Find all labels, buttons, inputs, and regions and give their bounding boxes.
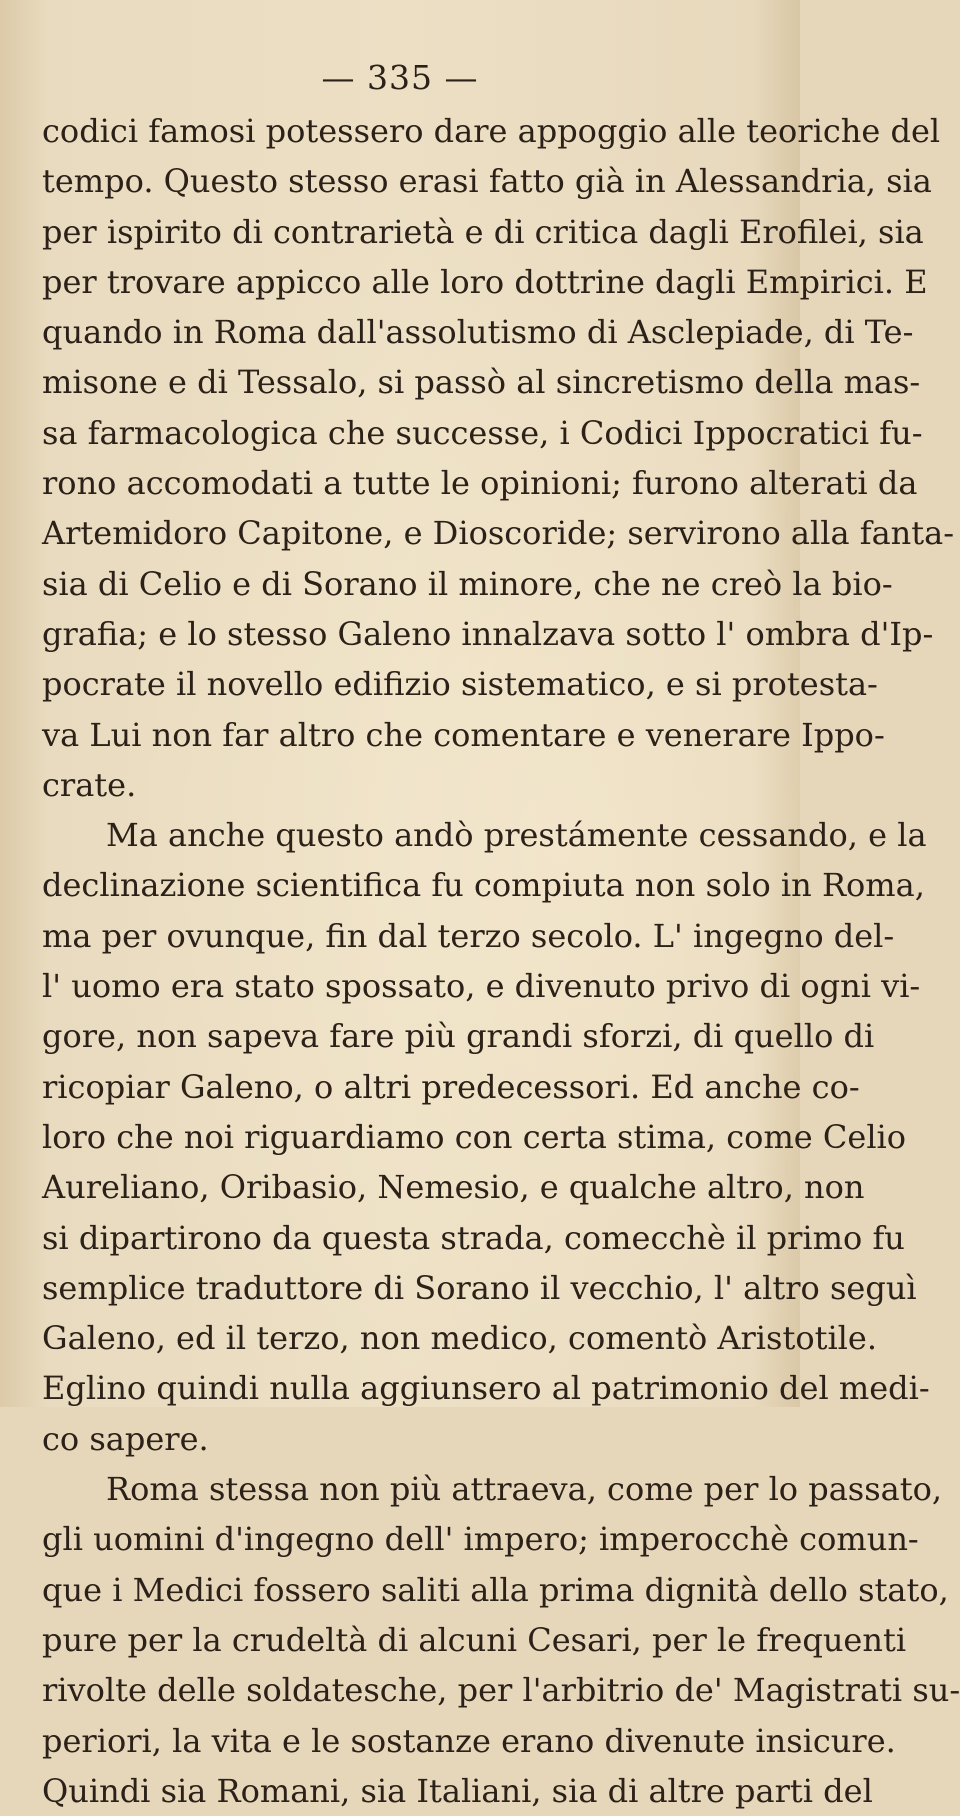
- text-line: pocrate il novello edifizio sistematico, e si protesta-: [42, 665, 878, 704]
- text-line: sia di Celio e di Sorano il minore, che ne creò la bio-: [42, 564, 893, 603]
- text-line: loro che noi riguardiamo con certa stima, come Celio: [42, 1117, 907, 1156]
- text-line: Eglino quindi nulla aggiunsero al patrimonio del medi-: [42, 1369, 930, 1408]
- text-line: grafia; e lo stesso Galeno innalzava sotto l' ombra d'Ip-: [42, 614, 934, 653]
- text-line: que i Medici fossero saliti alla prima dignità dello stato,: [42, 1570, 949, 1609]
- text-line: ma per ovunque, fin dal terzo secolo. L' ingegno del-: [42, 916, 895, 955]
- text-line: Aureliano, Oribasio, Nemesio, e qualche altro, non: [42, 1168, 865, 1207]
- text-line: rivolte delle soldatesche, per l'arbitrio de' Magistrati su-: [42, 1671, 960, 1710]
- text-line: semplice traduttore di Sorano il vecchio, l' altro seguì: [42, 1268, 917, 1307]
- text-line: Artemidoro Capitone, e Dioscoride; servirono alla fanta-: [42, 514, 954, 553]
- text-line: codici famosi potessero dare appoggio alle teoriche del: [42, 112, 941, 150]
- text-line: misone e di Tessalo, si passò al sincretismo della mas-: [42, 363, 921, 402]
- text-line: Galeno, ed il terzo, non medico, comentò Aristotile.: [42, 1319, 878, 1358]
- text-line: co sapere.: [42, 1419, 209, 1458]
- page-number: — 335 —: [321, 58, 479, 97]
- text-line: Ma anche questo andò prestámente cessando, e la: [106, 816, 927, 855]
- body-text: [42, 106, 960, 1816]
- text-line: periori, la vita e le sostanze erano divenute insicure.: [42, 1721, 896, 1760]
- text-line: gli uomini d'ingegno dell' impero; imperocchè comun-: [42, 1520, 919, 1559]
- text-line: per ispirito di contrarietà e di critica dagli Erofilei, sia: [42, 212, 924, 251]
- text-line: si dipartirono da questa strada, comecchè il primo fu: [42, 1218, 905, 1257]
- text-line: ricopiar Galeno, o altri predecessori. Ed anche co-: [42, 1067, 860, 1106]
- text-line: quando in Roma dall'assolutismo di Asclepiade, di Te-: [42, 313, 914, 352]
- text-line: rono accomodati a tutte le opinioni; furono alterati da: [42, 464, 918, 503]
- text-line: sa farmacologica che successe, i Codici Ippocratici fu-: [42, 413, 923, 452]
- text-line: gore, non sapeva fare più grandi sforzi, di quello di: [42, 1017, 875, 1056]
- text-line: va Lui non far altro che comentare e venerare Ippo-: [42, 715, 885, 754]
- text-line: l' uomo era stato spossato, e divenuto privo di ogni vi-: [42, 967, 921, 1006]
- text-line: per trovare appicco alle loro dottrine dagli Empirici. E: [42, 262, 928, 301]
- text-line: Quindi sia Romani, sia Italiani, sia di altre parti del: [42, 1771, 873, 1810]
- text-line: declinazione scientifica fu compiuta non solo in Roma,: [42, 866, 925, 905]
- text-line: Roma stessa non più attraeva, come per lo passato,: [106, 1470, 943, 1509]
- text-line: tempo. Questo stesso erasi fatto già in Alessandria, sia: [42, 162, 932, 201]
- text-line: pure per la crudeltà di alcuni Cesari, per le frequenti: [42, 1620, 907, 1659]
- text-line: crate.: [42, 765, 137, 804]
